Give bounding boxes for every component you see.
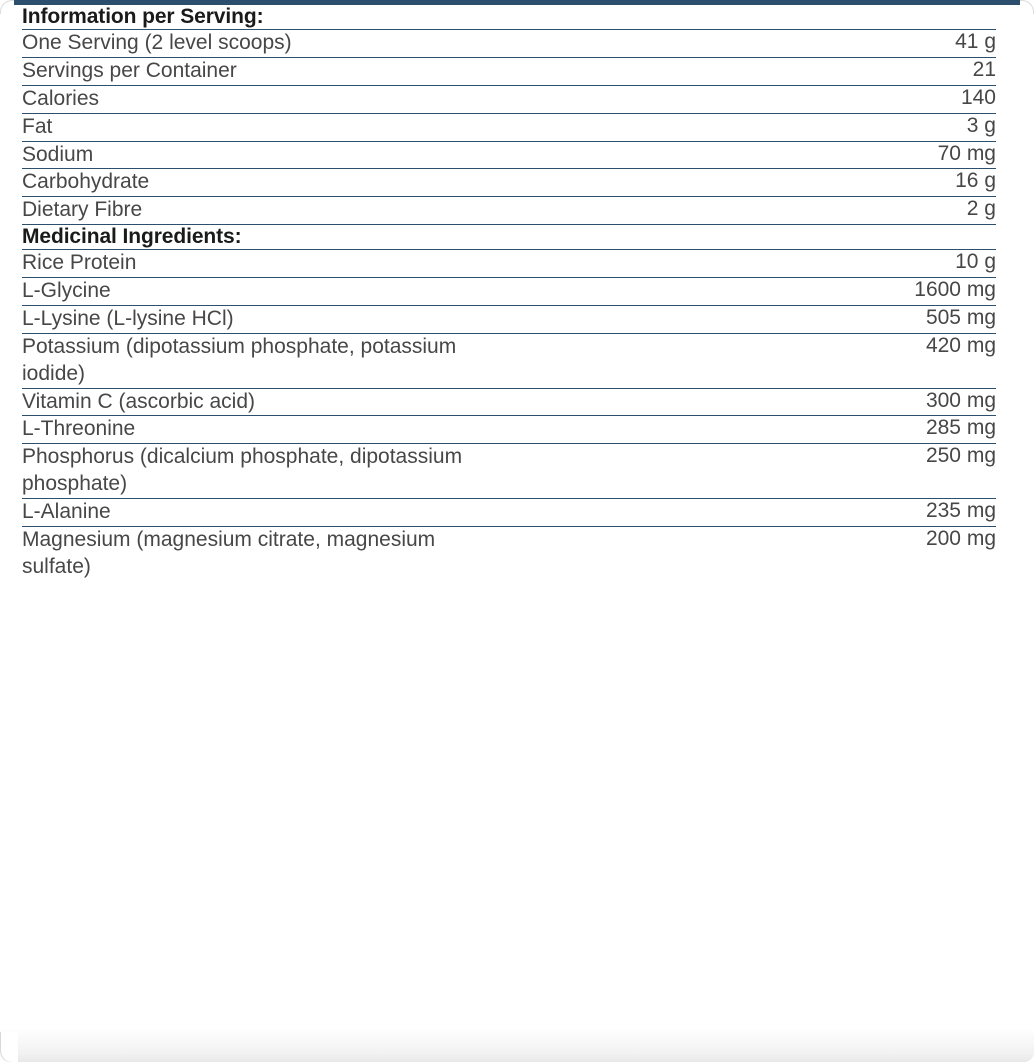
table-row [22, 30, 996, 58]
row-label: Phosphorus (dicalcium phosphate, dipotassium phosphate) [22, 444, 509, 499]
row-value: 3 g [509, 113, 996, 141]
row-value: 235 mg [509, 499, 996, 527]
row-label: Calories [22, 85, 509, 113]
table-row [22, 169, 996, 197]
table-row [22, 499, 996, 527]
row-label: L-Lysine (L-lysine HCl) [22, 305, 509, 333]
row-value: 1600 mg [509, 278, 996, 306]
section-header-row [22, 225, 996, 250]
table-row [22, 305, 996, 333]
row-label: L-Glycine [22, 278, 509, 306]
row-label: Potassium (dipotassium phosphate, potassium iodide) [22, 333, 509, 388]
table-row [22, 141, 996, 169]
table-row [22, 57, 996, 85]
row-value: 41 g [509, 30, 996, 58]
row-value: 70 mg [509, 141, 996, 169]
row-value: 21 [509, 57, 996, 85]
table-row [22, 278, 996, 306]
section-title: Medicinal Ingredients: [22, 225, 242, 249]
row-value: 505 mg [509, 305, 996, 333]
row-label: Vitamin C (ascorbic acid) [22, 388, 509, 416]
table-row [22, 333, 996, 388]
nutrition-content [0, 5, 1034, 581]
panel-corner-bottom-left [0, 1032, 18, 1062]
table-row [22, 526, 996, 580]
section-title: Information per Serving: [22, 5, 264, 28]
nutrition-table-body [22, 5, 996, 581]
row-label: Sodium [22, 141, 509, 169]
row-label: L-Threonine [22, 416, 509, 444]
row-value: 2 g [509, 197, 996, 225]
row-label: Fat [22, 113, 509, 141]
table-row [22, 444, 996, 499]
row-label: Carbohydrate [22, 169, 509, 197]
row-value: 300 mg [509, 388, 996, 416]
row-label: One Serving (2 level scoops) [22, 30, 509, 58]
page-bottom-shadow [0, 1028, 1034, 1062]
row-value: 140 [509, 85, 996, 113]
row-value: 250 mg [509, 444, 996, 499]
row-value: 200 mg [925, 526, 996, 550]
row-value: 285 mg [509, 416, 996, 444]
table-row [22, 416, 996, 444]
table-row [22, 388, 996, 416]
section-header-cell [22, 225, 996, 250]
table-row [22, 197, 996, 225]
table-row [22, 113, 996, 141]
row-value: 16 g [509, 169, 996, 197]
section-header-row [22, 5, 996, 30]
nutrition-table [22, 5, 996, 581]
table-row [22, 85, 996, 113]
row-value: 10 g [509, 250, 996, 278]
row-label: L-Alanine [22, 499, 509, 527]
row-label: Servings per Container [22, 57, 509, 85]
row-label: Dietary Fibre [22, 197, 509, 225]
table-row [22, 250, 996, 278]
row-value: 420 mg [509, 333, 996, 388]
row-label: Magnesium (magnesium citrate, magnesium sulfate) [22, 527, 436, 578]
row-label: Rice Protein [22, 250, 509, 278]
section-header-cell [22, 5, 996, 30]
